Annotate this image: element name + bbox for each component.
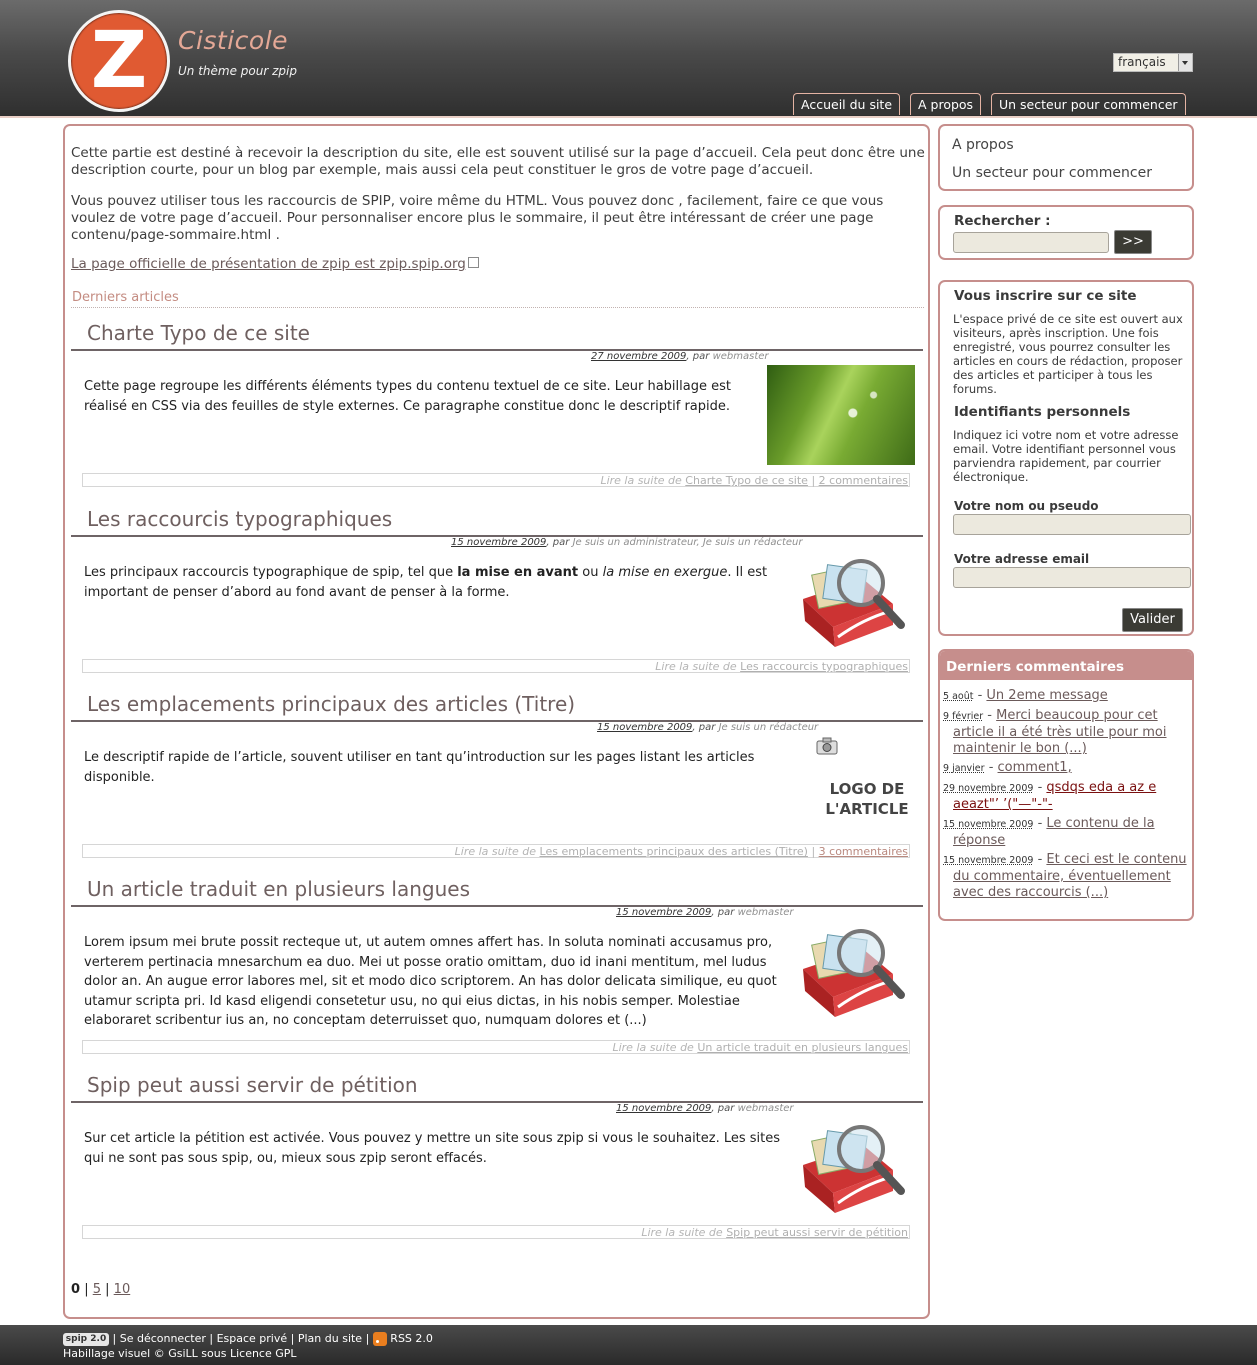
- desc-text: Les principaux raccourcis typographique de spip, tel que: [84, 565, 458, 580]
- comment-link[interactable]: Merci beaucoup pour cet article il a été très utile pour moi maintenir le bon (...): [953, 708, 1167, 756]
- sidebar-item-sector[interactable]: Un secteur pour commencer: [952, 165, 1152, 181]
- camera-icon: [816, 737, 838, 755]
- comment-date: 29 novembre 2009: [943, 783, 1034, 794]
- name-field[interactable]: [953, 514, 1191, 535]
- box-magnifier-icon[interactable]: [793, 549, 913, 649]
- official-link[interactable]: [71, 256, 479, 272]
- logout-link[interactable]: Se déconnecter: [119, 1332, 206, 1345]
- external-link-icon: [468, 257, 479, 268]
- title-divider: [71, 349, 923, 351]
- comment-date: 5 août: [943, 691, 974, 702]
- article-meta: 15 novembre 2009, par Je suis un administrateur, Je suis un rédacteur: [451, 537, 803, 548]
- submit-button[interactable]: Valider: [1122, 608, 1183, 632]
- article-title[interactable]: Spip peut aussi servir de pétition: [87, 1073, 418, 1097]
- comment-item: 9 janvier - comment1,: [943, 760, 1072, 775]
- logo-letter: Z: [90, 16, 148, 106]
- article-author[interactable]: Je suis un rédacteur: [718, 722, 819, 733]
- comment-link[interactable]: Le contenu de la réponse: [953, 816, 1155, 848]
- article-description: [84, 563, 774, 602]
- footer-credit: Habillage visuel © GsiLL sous Licence GPL: [63, 1347, 297, 1360]
- article-description: Cette page regroupe les différents éléments types du contenu textuel de ce site. Leur habillage est réalisé en CSS via des feuilles de style externes. Ce paragraphe constitue donc le descriptif rapide.: [84, 379, 731, 414]
- article-date: 15 novembre 2009: [616, 1103, 712, 1114]
- comment-link[interactable]: Un 2eme message: [986, 688, 1108, 703]
- read-more-prefix: Lire la suite de: [641, 1226, 723, 1239]
- read-more-link[interactable]: Les emplacements principaux des articles (Titre): [539, 845, 808, 858]
- register-text: L'espace privé de ce site est ouvert aux visiteurs, après inscription. Une fois enregistré, vous pourrez consulter les articles en cours de rédaction, proposer des articles et participer à tous les forums.: [953, 312, 1183, 396]
- by-label: par: [692, 351, 710, 362]
- nav-tab-sector[interactable]: Un secteur pour commencer: [991, 93, 1186, 115]
- footer-sep: |: [209, 1332, 214, 1345]
- read-more: Lire la suite de Les emplacements principaux des articles (Titre) | 3 commentaires: [82, 844, 910, 858]
- comment-date: 9 janvier: [943, 763, 985, 774]
- footer-links: [63, 1332, 433, 1346]
- article-author[interactable]: webmaster: [737, 907, 794, 918]
- search-button[interactable]: >>: [1114, 230, 1152, 254]
- site-slogan: Un thème pour zpip: [178, 64, 297, 78]
- register-title: Vous inscrire sur ce site: [954, 288, 1137, 304]
- ident-text: Indiquez ici votre nom et votre adresse email. Votre identifiant personnel vous parviendra rapidement, par courrier électronique.: [953, 428, 1179, 484]
- article-description: Le descriptif rapide de l’article, souvent utiliser en tant qu’introduction sur les pages listant les articles disponible.: [84, 750, 755, 785]
- search-label: Rechercher :: [954, 213, 1051, 229]
- box-magnifier-icon[interactable]: [793, 919, 913, 1019]
- comments-title: Derniers commentaires: [940, 651, 1192, 680]
- article-title[interactable]: Les emplacements principaux des articles (Titre): [87, 692, 576, 716]
- site-header: [0, 0, 1257, 118]
- comment-link[interactable]: comment1,: [997, 760, 1072, 775]
- intro-paragraph-2: Vous pouvez utiliser tous les raccourcis de SPIP, voire même du HTML. Vous pouvez donc , facilement, faire ce que vous voulez de votre page d’accueil. Pour personnaliser encore plus le sommaire, il peut être intéressant de créer une page contenu/page-sommaire.html .: [71, 193, 884, 243]
- by-label: par: [717, 907, 735, 918]
- page-link[interactable]: 5: [92, 1282, 101, 1297]
- read-more-prefix: Lire la suite de: [612, 1041, 694, 1054]
- name-label: Votre nom ou pseudo: [954, 499, 1099, 513]
- read-more-link[interactable]: Un article traduit en plusieurs langues: [697, 1041, 908, 1054]
- page-current: 0: [71, 1282, 81, 1297]
- article-meta: 15 novembre 2009, par webmaster: [616, 1103, 794, 1114]
- by-label: par: [552, 537, 570, 548]
- footer-sep: |: [365, 1332, 370, 1345]
- sidebar-item-about[interactable]: A propos: [952, 137, 1014, 153]
- email-label: Votre adresse email: [954, 552, 1090, 566]
- comments-box: [938, 649, 1194, 921]
- by-label: par: [717, 1103, 735, 1114]
- private-space-link[interactable]: Espace privé: [216, 1332, 288, 1345]
- comment-item: 15 novembre 2009 - Le contenu de la réponse: [943, 816, 1155, 848]
- article-description: Sur cet article la pétition est activée. Vous pouvez y mettre un site sous zpip si vous le souhaitez. Les sites qui ne sont pas sous spip, ou, mieux sous zpip seront effacés.: [84, 1131, 781, 1166]
- search-input[interactable]: [953, 232, 1109, 253]
- article-author[interactable]: Je suis un administrateur, Je suis un rédacteur: [572, 537, 803, 548]
- title-divider: [71, 1101, 923, 1103]
- leaf-image[interactable]: [767, 365, 915, 465]
- read-more-prefix: Lire la suite de: [655, 660, 737, 673]
- box-magnifier-icon[interactable]: [793, 1115, 913, 1215]
- article-meta: 27 novembre 2009, par webmaster: [591, 351, 769, 362]
- pagination-sep: |: [84, 1282, 89, 1297]
- article-title[interactable]: Charte Typo de ce site: [87, 321, 310, 345]
- read-more: Lire la suite de Charte Typo de ce site | 2 commentaires: [82, 473, 910, 487]
- read-more-link[interactable]: Spip peut aussi servir de pétition: [726, 1226, 908, 1239]
- article-date: 15 novembre 2009: [616, 907, 712, 918]
- intro-paragraph-1: Cette partie est destiné à recevoir la description du site, elle est souvent utilisé sur la page d’accueil. Cela peut donc être une description courte, pour un blog par exemple, mais aussi cela peut constituer le gros de votre page d’accueil.: [71, 145, 925, 178]
- nav-tab-about[interactable]: A propos: [910, 93, 981, 115]
- page-link[interactable]: 10: [113, 1282, 131, 1297]
- language-value: français: [1118, 55, 1166, 69]
- article-title[interactable]: Un article traduit en plusieurs langues: [87, 877, 471, 901]
- read-more-prefix: Lire la suite de: [454, 845, 537, 858]
- comment-date: 15 novembre 2009: [943, 855, 1034, 866]
- comment-item: 9 février - Merci beaucoup pour cet article il a été très utile pour moi maintenir le bon (...): [943, 708, 1167, 756]
- email-field[interactable]: [953, 567, 1191, 588]
- read-more: [82, 1040, 910, 1054]
- read-more-prefix: Lire la suite de: [600, 474, 682, 487]
- desc-text: . Il est important de penser d’abord au fond avant de penser à la forme.: [84, 565, 768, 600]
- official-link-text: La page officielle de présentation de zpip est zpip.spip.org: [71, 256, 466, 272]
- search-box: [938, 205, 1194, 260]
- site-logo[interactable]: [68, 10, 170, 112]
- desc-bold: la mise en avant: [457, 565, 579, 580]
- comment-item: 15 novembre 2009 - Et ceci est le contenu du commentaire, éventuellement avec des raccourcis (...): [943, 852, 1187, 900]
- sitemap-link[interactable]: Plan du site: [297, 1332, 363, 1345]
- comment-link[interactable]: qsdqs eda a az e aeazt"’ ’("—"-"-: [953, 780, 1157, 812]
- article-date: 15 novembre 2009: [451, 537, 547, 548]
- article-logo-placeholder: LOGO DE L'ARTICLE: [825, 780, 909, 818]
- article-date: 27 novembre 2009: [591, 351, 687, 362]
- comment-link[interactable]: Et ceci est le contenu du commentaire, éventuellement avec des raccourcis (...): [953, 852, 1187, 900]
- comment-item: 5 août - Un 2eme message: [943, 688, 1108, 703]
- desc-italic: la mise en exergue: [602, 565, 728, 580]
- footer-sep: |: [290, 1332, 295, 1345]
- article-description: Lorem ipsum mei brute possit recteque ut, ut autem omnes affert has. In soluta nominati accusamus pro, verterem pertinacia mnesarchum ea duo. Mei ut posse oratio omittam, duo id inani mentitum, mel ludus dolor an. An augue error labores mel, sit et modo dico scriptorem. An has dolor delicata similique, eu quot utamur scripta pri. Id kasd eligendi consetetur usu, no qui eius dictas, in his nobis semper. Molestiae elaboraret scribentur ius an, no conceptam deterruisset quo, numquam dolores et (...): [84, 935, 777, 1028]
- site-name[interactable]: Cisticole: [178, 26, 289, 55]
- article-meta: 15 novembre 2009, par webmaster: [616, 907, 794, 918]
- comments-link[interactable]: 3 commentaires: [818, 845, 908, 858]
- desc-text: ou: [578, 565, 603, 580]
- read-more: [82, 659, 910, 673]
- latest-articles-title: Derniers articles: [71, 290, 924, 308]
- pagination: [71, 1282, 130, 1297]
- spip-logo[interactable]: spip 2.0: [63, 1333, 109, 1346]
- article-meta: 15 novembre 2009, par Je suis un rédacteur: [597, 722, 819, 733]
- article-date: 15 novembre 2009: [597, 722, 693, 733]
- article-title[interactable]: Les raccourcis typographiques: [87, 507, 393, 531]
- read-more-link[interactable]: Les raccourcis typographiques: [740, 660, 908, 673]
- site-footer: [0, 1325, 1257, 1365]
- by-label: par: [698, 722, 716, 733]
- ident-title: Identifiants personnels: [954, 404, 1131, 420]
- pagination-sep: |: [105, 1282, 110, 1297]
- nav-tab-home[interactable]: Accueil du site: [793, 93, 900, 115]
- read-more-link[interactable]: Charte Typo de ce site: [685, 474, 808, 487]
- comment-date: 15 novembre 2009: [943, 819, 1034, 830]
- comment-item: 29 novembre 2009 - qsdqs eda a az e aeazt"’ ’("—"-"-: [943, 780, 1157, 812]
- language-select[interactable]: [1113, 53, 1193, 72]
- article-author[interactable]: webmaster: [737, 1103, 794, 1114]
- comments-link[interactable]: 2 commentaires: [818, 474, 908, 487]
- footer-sep: |: [112, 1332, 117, 1345]
- article-author[interactable]: webmaster: [712, 351, 769, 362]
- rss-icon[interactable]: [373, 1332, 387, 1346]
- title-divider: [71, 905, 923, 907]
- read-more: [82, 1225, 910, 1239]
- comment-date: 9 février: [943, 711, 984, 722]
- sidebar-nav: [938, 124, 1194, 191]
- rss-link[interactable]: RSS 2.0: [390, 1332, 433, 1345]
- chevron-down-icon: [1178, 54, 1192, 71]
- register-box: [938, 280, 1194, 636]
